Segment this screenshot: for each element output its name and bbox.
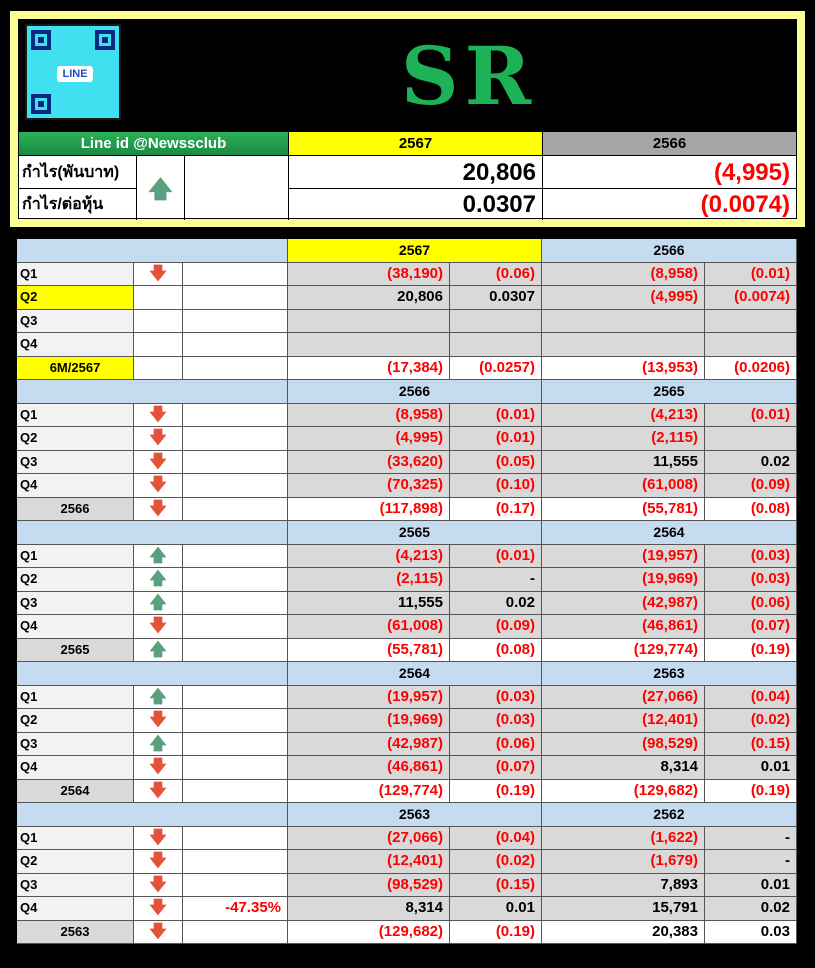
section-year-previous: 2562	[542, 803, 797, 827]
section-header-spacer	[17, 239, 288, 263]
row-label: Q1	[17, 545, 134, 569]
change-note	[183, 310, 288, 334]
profit-current: (129,774)	[288, 780, 450, 804]
profit-previous: (1,622)	[542, 827, 705, 851]
change-note	[183, 850, 288, 874]
eps-previous: (0.0206)	[705, 357, 797, 381]
row-label: Q3	[17, 733, 134, 757]
section-year-previous: 2565	[542, 380, 797, 404]
profit-current: 8,314	[288, 897, 450, 921]
eps-current: (0.01)	[450, 404, 542, 428]
profit-current: (117,898)	[288, 498, 450, 522]
up-arrow-icon: 🡅	[134, 592, 183, 616]
qr-eye	[31, 30, 51, 50]
trend-cell	[134, 357, 183, 381]
down-arrow-icon: 🡇	[134, 780, 183, 804]
profit-previous: (4,995)	[542, 286, 705, 310]
up-arrow-icon: 🡅	[134, 568, 183, 592]
profit-previous	[542, 310, 705, 334]
profit-current: (42,987)	[288, 733, 450, 757]
profit-previous: (46,861)	[542, 615, 705, 639]
eps-current: (0.09)	[450, 615, 542, 639]
eps-previous: (0.01)	[705, 263, 797, 287]
section-year-previous: 2564	[542, 521, 797, 545]
down-arrow-icon: 🡇	[134, 874, 183, 898]
profit-current	[288, 310, 450, 334]
row-label: Q1	[17, 263, 134, 287]
profit-current: (4,995)	[288, 427, 450, 451]
down-arrow-icon: 🡇	[134, 921, 183, 945]
row-label: 2563	[17, 921, 134, 945]
eps-previous: -	[705, 850, 797, 874]
down-arrow-icon: 🡇	[134, 709, 183, 733]
section-year-current: 2565	[288, 521, 542, 545]
down-arrow-icon: 🡇	[134, 498, 183, 522]
profit-current: (98,529)	[288, 874, 450, 898]
profit-current: 11,555	[288, 592, 450, 616]
section-year-previous: 2563	[542, 662, 797, 686]
eps-current: (0.04)	[450, 827, 542, 851]
line-id-cell: Line id @Newssclub	[19, 132, 289, 156]
change-note	[183, 756, 288, 780]
trend-cell	[134, 333, 183, 357]
change-note	[183, 733, 288, 757]
section-year-current: 2567	[288, 239, 542, 263]
section-header-spacer	[17, 662, 288, 686]
eps-previous: (0.03)	[705, 545, 797, 569]
change-note	[183, 286, 288, 310]
eps-current: (0.17)	[450, 498, 542, 522]
eps-previous	[705, 333, 797, 357]
eps-current: (0.02)	[450, 850, 542, 874]
eps-previous	[705, 427, 797, 451]
profit-current: (38,190)	[288, 263, 450, 287]
profit-current	[288, 333, 450, 357]
eps-current: (0.08)	[450, 639, 542, 663]
change-note	[183, 404, 288, 428]
down-arrow-icon: 🡇	[134, 263, 183, 287]
profit-previous: (19,957)	[542, 545, 705, 569]
change-note	[183, 427, 288, 451]
profit-previous: (4,213)	[542, 404, 705, 428]
change-note	[183, 639, 288, 663]
change-note	[183, 333, 288, 357]
eps-previous: 0.01	[705, 756, 797, 780]
row-label: Q2	[17, 286, 134, 310]
line-qr-code-icon[interactable]	[25, 24, 121, 120]
profit-previous: (98,529)	[542, 733, 705, 757]
eps-current: (0.06)	[450, 263, 542, 287]
eps-current: -	[450, 568, 542, 592]
change-note	[183, 451, 288, 475]
profit-previous: 11,555	[542, 451, 705, 475]
qr-line-label: LINE	[57, 66, 93, 82]
eps-2567: 0.0307	[289, 189, 543, 220]
down-arrow-icon: 🡇	[134, 404, 183, 428]
eps-current: (0.15)	[450, 874, 542, 898]
row-label: Q2	[17, 568, 134, 592]
eps-previous: (0.06)	[705, 592, 797, 616]
change-note	[183, 263, 288, 287]
eps-previous: (0.09)	[705, 474, 797, 498]
eps-previous: 0.02	[705, 451, 797, 475]
logo-row	[19, 20, 796, 132]
row-label: Q2	[17, 709, 134, 733]
change-note	[183, 568, 288, 592]
row-label: 2565	[17, 639, 134, 663]
change-note	[183, 686, 288, 710]
change-note	[183, 874, 288, 898]
profit-previous: (61,008)	[542, 474, 705, 498]
profit-previous: (1,679)	[542, 850, 705, 874]
eps-label: กำไร/ต่อหุ้น	[22, 196, 104, 213]
profit-label: กำไร(พันบาท)	[19, 156, 136, 189]
eps-current: (0.19)	[450, 780, 542, 804]
trend-cell	[134, 286, 183, 310]
eps-current	[450, 310, 542, 334]
row-label: Q4	[17, 756, 134, 780]
up-arrow-icon: 🡅	[134, 733, 183, 757]
profit-previous: (55,781)	[542, 498, 705, 522]
row-label: Q2	[17, 427, 134, 451]
change-note	[183, 827, 288, 851]
row-label: Q4	[17, 615, 134, 639]
row-label: Q1	[17, 404, 134, 428]
eps-current: 0.01	[450, 897, 542, 921]
eps-current: (0.07)	[450, 756, 542, 780]
section-year-previous: 2566	[542, 239, 797, 263]
quarterly-results-table	[17, 239, 797, 944]
qr-eye	[31, 94, 51, 114]
profit-previous: (27,066)	[542, 686, 705, 710]
profit-previous: (12,401)	[542, 709, 705, 733]
eps-current: (0.03)	[450, 709, 542, 733]
eps-current: (0.01)	[450, 545, 542, 569]
trend-cell	[134, 310, 183, 334]
section-year-current: 2566	[288, 380, 542, 404]
header-year-2566: 2566	[543, 132, 796, 156]
profit-current: (70,325)	[288, 474, 450, 498]
section-year-current: 2564	[288, 662, 542, 686]
eps-current: (0.19)	[450, 921, 542, 945]
change-note	[183, 615, 288, 639]
profit-previous: (42,987)	[542, 592, 705, 616]
eps-current: 0.02	[450, 592, 542, 616]
up-arrow-icon: 🡅	[134, 545, 183, 569]
profit-current: (2,115)	[288, 568, 450, 592]
profit-current: (19,969)	[288, 709, 450, 733]
profit-current: 20,806	[288, 286, 450, 310]
row-label: Q3	[17, 592, 134, 616]
change-note	[183, 545, 288, 569]
profit-previous: (129,774)	[542, 639, 705, 663]
profit-previous: (13,953)	[542, 357, 705, 381]
eps-current: (0.01)	[450, 427, 542, 451]
profit-current: (46,861)	[288, 756, 450, 780]
down-arrow-icon: 🡇	[134, 474, 183, 498]
stock-ticker: SR	[400, 29, 538, 123]
profit-current: (19,957)	[288, 686, 450, 710]
change-note	[183, 357, 288, 381]
row-label: Q1	[17, 686, 134, 710]
eps-previous: 0.03	[705, 921, 797, 945]
header-year-2567: 2567	[289, 132, 543, 156]
change-note	[183, 474, 288, 498]
up-arrow-icon: 🡅	[134, 686, 183, 710]
profit-current: (55,781)	[288, 639, 450, 663]
down-arrow-icon: 🡇	[134, 827, 183, 851]
profit-previous: (19,969)	[542, 568, 705, 592]
eps-current: 0.0307	[450, 286, 542, 310]
profit-previous	[542, 333, 705, 357]
eps-current: (0.06)	[450, 733, 542, 757]
profit-previous: 20,383	[542, 921, 705, 945]
summary-table	[18, 19, 797, 219]
row-label: Q4	[17, 333, 134, 357]
section-header-spacer	[17, 803, 288, 827]
row-label: Q3	[17, 310, 134, 334]
eps-previous: (0.08)	[705, 498, 797, 522]
eps-previous: (0.07)	[705, 615, 797, 639]
eps-previous: (0.04)	[705, 686, 797, 710]
down-arrow-icon: 🡇	[134, 451, 183, 475]
down-arrow-icon: 🡇	[134, 756, 183, 780]
eps-previous: (0.19)	[705, 780, 797, 804]
up-arrow-icon: 🡅	[148, 176, 173, 203]
section-header-spacer	[17, 380, 288, 404]
row-label: 2566	[17, 498, 134, 522]
eps-current: (0.05)	[450, 451, 542, 475]
down-arrow-icon: 🡇	[134, 427, 183, 451]
eps-current	[450, 333, 542, 357]
eps-previous: 0.01	[705, 874, 797, 898]
change-note	[183, 921, 288, 945]
profit-current: (17,384)	[288, 357, 450, 381]
eps-previous: (0.02)	[705, 709, 797, 733]
eps-current: (0.03)	[450, 686, 542, 710]
change-note	[183, 780, 288, 804]
section-year-current: 2563	[288, 803, 542, 827]
eps-previous: (0.03)	[705, 568, 797, 592]
row-label: Q4	[17, 897, 134, 921]
profit-previous: 7,893	[542, 874, 705, 898]
profit-previous: (8,958)	[542, 263, 705, 287]
profit-2566: (4,995)	[543, 156, 796, 189]
profit-current: (4,213)	[288, 545, 450, 569]
eps-previous: (0.01)	[705, 404, 797, 428]
eps-previous: (0.19)	[705, 639, 797, 663]
eps-previous	[705, 310, 797, 334]
row-label: Q3	[17, 451, 134, 475]
profit-current: (27,066)	[288, 827, 450, 851]
profit-previous: 15,791	[542, 897, 705, 921]
down-arrow-icon: 🡇	[134, 850, 183, 874]
eps-previous: -	[705, 827, 797, 851]
profit-current: (33,620)	[288, 451, 450, 475]
eps-current: (0.0257)	[450, 357, 542, 381]
profit-current: (129,682)	[288, 921, 450, 945]
profit-current: (12,401)	[288, 850, 450, 874]
eps-previous: 0.02	[705, 897, 797, 921]
section-header-spacer	[17, 521, 288, 545]
profit-2567: 20,806	[289, 156, 543, 189]
change-note	[183, 709, 288, 733]
row-label: Q3	[17, 874, 134, 898]
eps-2566: (0.0074)	[700, 191, 790, 218]
profit-current: (61,008)	[288, 615, 450, 639]
row-label: Q4	[17, 474, 134, 498]
change-note: -47.35%	[183, 897, 288, 921]
eps-current: (0.10)	[450, 474, 542, 498]
down-arrow-icon: 🡇	[134, 897, 183, 921]
profit-previous: (2,115)	[542, 427, 705, 451]
down-arrow-icon: 🡇	[134, 615, 183, 639]
row-label: Q1	[17, 827, 134, 851]
row-label: Q2	[17, 850, 134, 874]
eps-previous: (0.15)	[705, 733, 797, 757]
qr-eye	[95, 30, 115, 50]
eps-previous: (0.0074)	[705, 286, 797, 310]
spacer-cell	[185, 156, 289, 220]
row-label: 6M/2567	[17, 357, 134, 381]
up-arrow-icon: 🡅	[134, 639, 183, 663]
profit-current: (8,958)	[288, 404, 450, 428]
change-note	[183, 498, 288, 522]
profit-previous: (129,682)	[542, 780, 705, 804]
profit-previous: 8,314	[542, 756, 705, 780]
change-note	[183, 592, 288, 616]
row-label: 2564	[17, 780, 134, 804]
summary-card	[10, 11, 805, 227]
